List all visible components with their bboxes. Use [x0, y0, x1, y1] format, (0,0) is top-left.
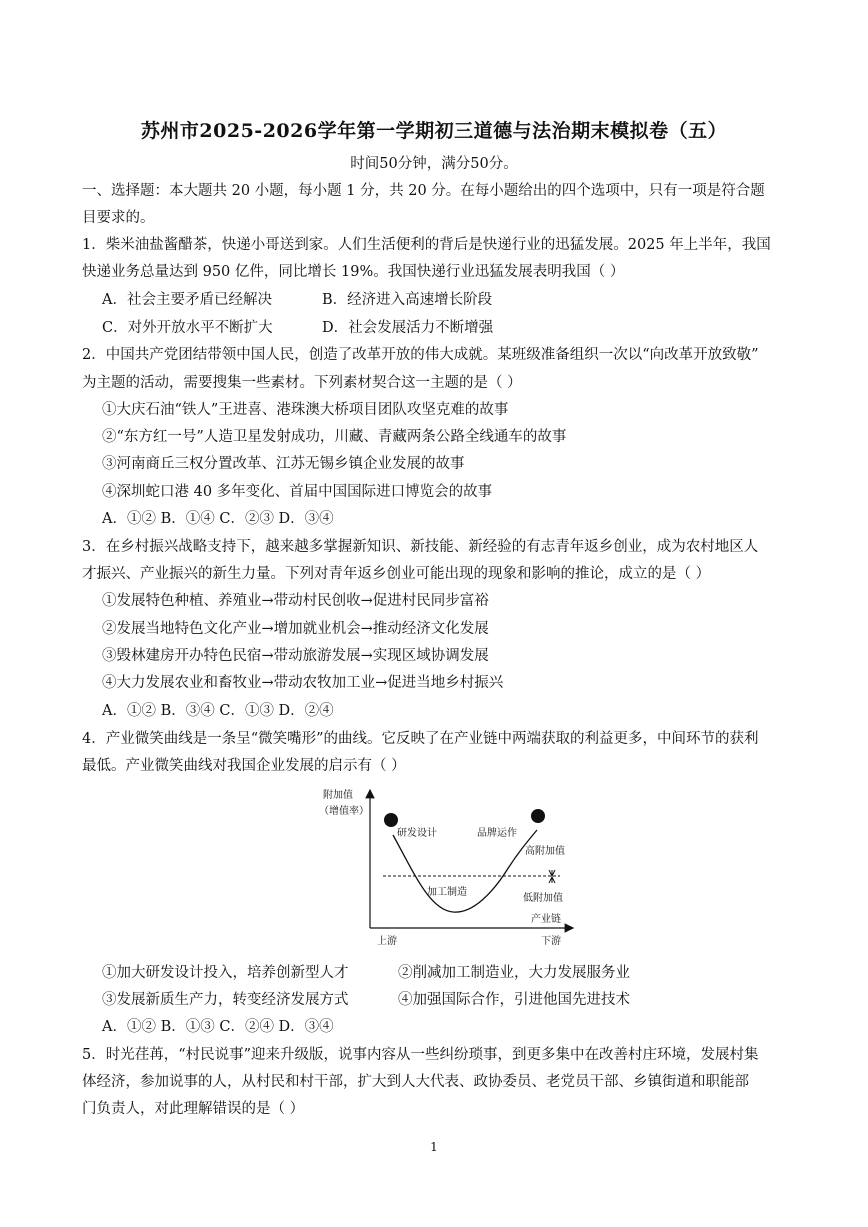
- smile-curve-diagram: [305, 780, 595, 950]
- question-3-item-4: ④大力发展农业和畜牧业→带动农牧加工业→促进当地乡村振兴: [102, 675, 504, 691]
- question-3-options: A．①② B．③④ C．①③ D．②④: [102, 703, 334, 719]
- question-3-item-2: ②发展当地特色文化产业→增加就业机会→推动经济文化发展: [102, 621, 489, 637]
- question-4-item-1: ①加大研发设计投入，培养创新型人才: [102, 965, 349, 981]
- question-4-options: A．①② B．①③ C．②④ D．③④: [102, 1019, 334, 1035]
- page-title: 苏州市2025-2026学年第一学期初三道德与法治期末模拟卷（五）: [140, 120, 728, 142]
- question-2-item-4: ④深圳蛇口港 40 多年变化、首届中国国际进口博览会的故事: [102, 484, 493, 500]
- question-5-stem-line-1: 5．时光荏苒，“村民说事”迎来升级版，说事内容从一些纠纷琐事，到更多集中在改善村庄环境，发展村集: [82, 1047, 759, 1063]
- question-3-item-1: ①发展特色种植、养殖业→带动村民创收→促进村民同步富裕: [102, 593, 489, 609]
- question-4-stem-line-2: 最低。产业微笑曲线对我国企业发展的启示有（ ）: [82, 758, 406, 774]
- question-4-item-4: ④加强国际合作，引进他国先进技术: [398, 992, 630, 1008]
- question-4-item-2: ②削减加工制造业，大力发展服务业: [398, 965, 630, 981]
- question-1-stem-line-2: 快递业务总量达到 950 亿件，同比增长 19%。我国快递行业迅猛发展表明我国（ ）: [82, 264, 625, 280]
- label-upstream: 上游: [377, 936, 397, 947]
- question-1-option-d: D．社会发展活力不断增强: [322, 320, 494, 336]
- label-rd: 研发设计: [397, 828, 437, 839]
- label-brand: 品牌运作: [477, 828, 517, 839]
- label-low-value: 低附加值: [523, 893, 563, 904]
- label-chain: 产业链: [531, 914, 561, 925]
- section-heading-line-1: 一、选择题：本大题共 20 小题，每小题 1 分，共 20 分。在每小题给出的四个选项中，只有一项是符合题: [82, 183, 765, 199]
- upstream-dot: [384, 813, 398, 827]
- question-1-option-c: C．对外开放水平不断扩大: [102, 320, 273, 336]
- question-2-stem-line-2: 为主题的活动，需要搜集一些素材。下列素材契合这一主题的是（ ）: [82, 375, 522, 391]
- label-manufacture: 加工制造: [427, 887, 467, 898]
- question-3-stem-line-2: 才振兴、产业振兴的新生力量。下列对青年返乡创业可能出现的现象和影响的推论，成立的是（ ）: [82, 566, 711, 582]
- question-1-stem-line-1: 1．柴米油盐酱醋茶，快递小哥送到家。人们生活便利的背后是快递行业的迅猛发展。2025 年上半年，我国: [82, 237, 771, 253]
- smile-curve: [393, 830, 537, 912]
- question-3-stem-line-1: 3．在乡村振兴战略支持下，越来越多掌握新知识、新技能、新经验的有志青年返乡创业，成为农村地区人: [82, 539, 759, 555]
- question-3-item-3: ③毁林建房开办特色民宿→带动旅游发展→实现区域协调发展: [102, 648, 489, 664]
- label-high-value: 高附加值: [525, 846, 565, 857]
- y-axis-label-1: 附加值: [323, 790, 353, 801]
- question-5-stem-line-2: 体经济，参加说事的人，从村民和村干部，扩大到人大代表、政协委员、老党员干部、乡镇街道和职能部: [82, 1074, 749, 1090]
- question-2-options: A．①② B．①④ C．②③ D．③④: [102, 511, 334, 527]
- section-heading-line-2: 目要求的。: [82, 210, 155, 226]
- question-1-option-b: B．经济进入高速增长阶段: [322, 292, 493, 308]
- question-2-stem-line-1: 2．中国共产党团结带领中国人民，创造了改革开放的伟大成就。某班级准备组织一次以“向改革开放致敬”: [82, 347, 759, 363]
- question-2-item-3: ③河南商丘三权分置改革、江苏无锡乡镇企业发展的故事: [102, 456, 465, 472]
- question-4-stem-line-1: 4．产业微笑曲线是一条呈“微笑嘴形”的曲线。它反映了在产业链中两端获取的利益更多，中间环节的获利: [82, 731, 759, 747]
- question-5-stem-line-3: 门负责人，对此理解错误的是（ ）: [82, 1101, 305, 1117]
- question-2-item-1: ①大庆石油“铁人”王进喜、港珠澳大桥项目团队攻坚克难的故事: [102, 402, 509, 418]
- question-1-option-a: A．社会主要矛盾已经解决: [102, 292, 272, 308]
- page-subtitle: 时间50分钟，满分50分。: [350, 156, 518, 172]
- label-downstream: 下游: [541, 936, 561, 947]
- question-4-item-3: ③发展新质生产力，转变经济发展方式: [102, 992, 349, 1008]
- page-number: 1: [430, 1140, 438, 1154]
- downstream-dot: [531, 809, 545, 823]
- y-axis-label-2: （增值率）: [319, 806, 369, 817]
- smile-curve-figure: [305, 780, 595, 950]
- question-2-item-2: ②“东方红一号”人造卫星发射成功，川藏、青藏两条公路全线通车的故事: [102, 429, 567, 445]
